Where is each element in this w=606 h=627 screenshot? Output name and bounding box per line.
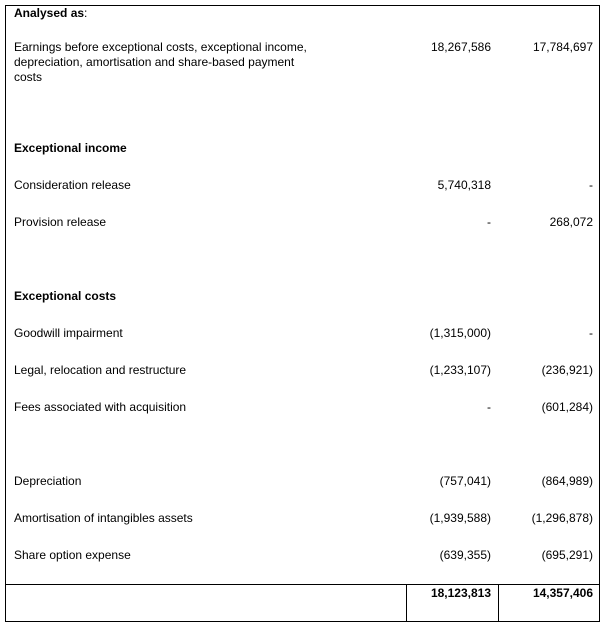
table-row-share-option-expense (6, 548, 599, 568)
row-label: Share option expense (14, 548, 131, 562)
table-row-provision-release (6, 215, 599, 235)
row-value-1: (1,939,588) (429, 511, 491, 525)
row-label: Consideration release (14, 178, 131, 192)
row-value-2: (864,989) (541, 474, 593, 488)
row-value-1: - (487, 400, 491, 414)
row-value-1: (757,041) (439, 474, 491, 488)
row-value-2: 268,072 (549, 215, 593, 229)
analysed-as-colon: : (84, 6, 88, 20)
table-row-depreciation (6, 474, 599, 494)
table-row-goodwill-impairment (6, 326, 599, 346)
table-row-legal-relocation (6, 363, 599, 383)
row-value-2: - (589, 326, 593, 340)
table-row-fees-acquisition (6, 400, 599, 420)
row-label: Fees associated with acquisition (14, 400, 187, 414)
section-heading-exceptional-income (6, 141, 599, 161)
row-label: Amortisation of intangibles assets (14, 511, 193, 525)
table-row-total (6, 586, 599, 606)
row-value-2: (236,921) (541, 363, 593, 377)
row-label: Legal, relocation and restructure (14, 363, 187, 377)
row-value-2: (1,296,878) (531, 511, 593, 525)
row-value-2: (601,284) (541, 400, 593, 414)
row-value-2: (695,291) (541, 548, 593, 562)
table-row-ebitda (6, 40, 599, 90)
row-value-1: (1,233,107) (429, 363, 491, 377)
section-label: Exceptional income (14, 141, 127, 155)
analysed-as-heading (6, 6, 599, 26)
analysed-as-label: Analysed as (14, 6, 85, 20)
section-label: Exceptional costs (14, 289, 117, 303)
row-label: Provision release (14, 215, 107, 229)
table-row-consideration-release (6, 178, 599, 198)
row-value-1: - (487, 215, 491, 229)
row-value-1: 5,740,318 (437, 178, 491, 192)
row-value-2: 17,784,697 (532, 40, 593, 54)
row-value-1: 18,267,586 (430, 40, 491, 54)
row-value-1: (639,355) (439, 548, 491, 562)
row-label: Depreciation (14, 474, 82, 488)
row-value-2: - (589, 178, 593, 192)
total-value-1: 18,123,813 (430, 586, 491, 600)
total-divider (6, 584, 599, 585)
row-value-1: (1,315,000) (429, 326, 491, 340)
financial-table (5, 5, 600, 622)
total-value-2: 14,357,406 (532, 586, 593, 600)
table-row-amortisation (6, 511, 599, 531)
section-heading-exceptional-costs (6, 289, 599, 309)
row-label: Goodwill impairment (14, 326, 123, 340)
row-label: Earnings before exceptional costs, exceptional income, depreciation, amortisation and share-based payment costs (14, 40, 307, 84)
